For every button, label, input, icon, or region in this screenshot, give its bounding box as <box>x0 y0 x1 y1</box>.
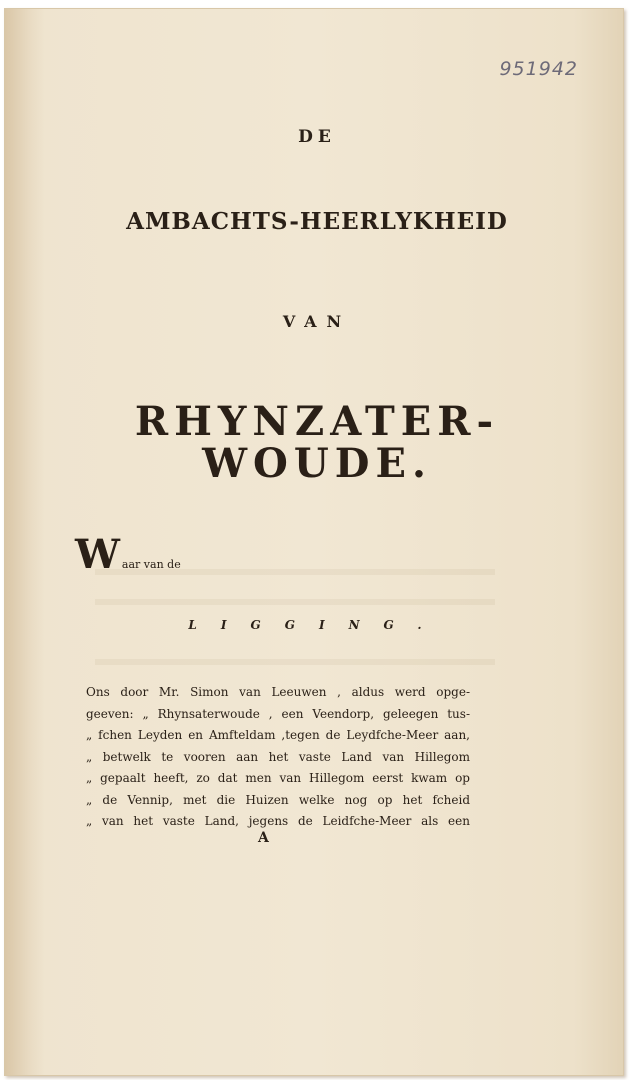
body-line: „ de Vennip, met die Huizen welke nog op het fcheid <box>86 792 470 807</box>
body-line: „ van het vaste Land, jegens de Leidfche-Meer als een <box>86 814 470 828</box>
section-heading: LIGGING. <box>188 618 446 632</box>
bleed-through-line <box>95 599 495 605</box>
title-line2: WOUDE. <box>202 440 432 487</box>
body-line: „ gepaalt heeft, zo dat men van Hillegom eerst kwam op <box>86 771 470 785</box>
title-van: VAN <box>282 312 352 331</box>
body-line: „ betwelk te vooren aan het vaste Land van Hillegom <box>86 749 470 764</box>
page-edge-stain <box>5 9 45 1075</box>
handwritten-note: 951942 <box>499 58 578 80</box>
opening-line <box>75 531 181 578</box>
bleed-through-line <box>95 659 495 665</box>
body-line: Ons door Mr. Simon van Leeuwen , aldus werd opge- <box>86 685 470 699</box>
title-de: DE <box>298 127 336 147</box>
body-line: geeven: „ Rhynsaterwoude , een Veendorp, geleegen tus- <box>86 706 470 721</box>
signature-mark: A <box>258 830 269 846</box>
title-ambachts: AMBACHTS-HEERLYKHEID <box>126 208 508 235</box>
title-line1: RHYNZATER- <box>134 398 500 445</box>
body-line: „ fchen Leyden en Amfteldam ,tegen de Leydfche-Meer aan, <box>86 728 470 742</box>
body-paragraph <box>86 682 470 833</box>
opening-rest: aar van de <box>121 558 181 571</box>
drop-cap: W <box>75 531 120 578</box>
